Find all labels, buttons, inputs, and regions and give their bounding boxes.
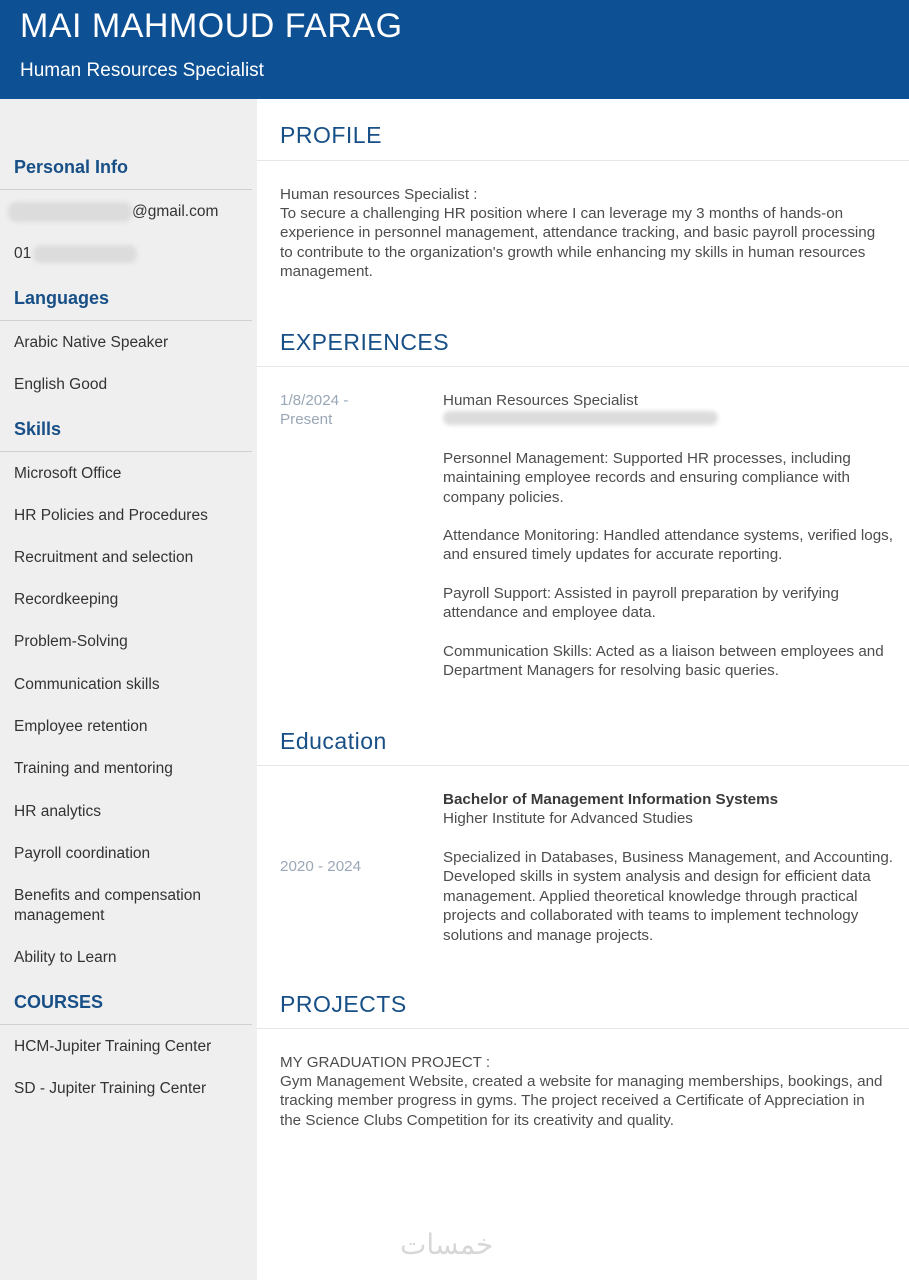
course-item: SD - Jupiter Training Center <box>14 1080 207 1097</box>
projects-heading: PROJECTS <box>280 991 407 1017</box>
experience-point: Attendance Monitoring: Handled attendance systems, verified logs, and ensured timely updates for accurate reporting. <box>443 527 893 564</box>
skill-item: Ability to Learn <box>14 949 117 966</box>
skill-item: Benefits and compensation management <box>14 887 201 924</box>
divider <box>0 451 252 452</box>
course-item: HCM-Jupiter Training Center <box>14 1038 212 1055</box>
skill-item: Training and mentoring <box>14 760 173 777</box>
skill-item: Microsoft Office <box>14 465 122 482</box>
redacted-blur <box>33 245 137 263</box>
skill-item: Employee retention <box>14 718 148 735</box>
skill-item: Communication skills <box>14 676 160 693</box>
skills-heading: Skills <box>14 419 62 439</box>
education-degree: Bachelor of Management Information Systems <box>443 791 779 808</box>
candidate-title: Human Resources Specialist <box>20 60 264 81</box>
projects-body: Gym Management Website, created a website for managing memberships, bookings, and tracking member progress in gyms. The project received a Certificate of Appreciation in the Science Clubs Competition for its creativity and quality. <box>280 1073 883 1129</box>
phone-field <box>14 244 249 264</box>
education-institute: Higher Institute for Advanced Studies <box>443 810 693 827</box>
sidebar <box>0 99 257 1280</box>
profile-body: To secure a challenging HR position where I can leverage my 3 months of hands-on experience in personnel management, attendance tracking, and basic payroll processing to contribute to the organization's growth while enhancing my skills in human resources management. <box>280 205 876 281</box>
divider <box>257 366 909 367</box>
education-description: Specialized in Databases, Business Management, and Accounting. Developed skills in system analysis and design for efficient data management. Applied theoretical knowledge through practical projects and collaborated with teams to implement technology solutions and manage projects. <box>443 849 893 944</box>
skill-item: HR Policies and Procedures <box>14 507 208 524</box>
language-item: English Good <box>14 376 108 393</box>
experiences-heading: EXPERIENCES <box>280 329 450 355</box>
divider <box>257 160 909 161</box>
divider <box>257 765 909 766</box>
divider <box>0 1024 252 1025</box>
redacted-blur <box>443 411 718 425</box>
education-date: 2020 - 2024 <box>280 858 362 875</box>
resume-header <box>0 0 909 99</box>
skill-item: Recruitment and selection <box>14 549 194 566</box>
experience-point: Personnel Management: Supported HR processes, including maintaining employee records and ensuring compliance with company policies. <box>443 450 851 506</box>
divider <box>257 1028 909 1029</box>
divider <box>0 189 252 190</box>
language-item: Arabic Native Speaker <box>14 334 169 351</box>
experience-point: Communication Skills: Acted as a liaison between employees and Department Managers for resolving basic queries. <box>443 643 884 680</box>
divider <box>0 320 252 321</box>
projects-lead: MY GRADUATION PROJECT : <box>280 1054 491 1071</box>
main-content <box>257 99 909 1280</box>
phone-prefix: 01 <box>14 245 32 262</box>
personal-info-heading: Personal Info <box>14 157 129 177</box>
profile-heading: PROFILE <box>280 122 382 148</box>
email-suffix: @gmail.com <box>132 203 219 221</box>
profile-lead: Human resources Specialist : <box>280 186 478 203</box>
experience-point: Payroll Support: Assisted in payroll preparation by verifying attendance and employee data. <box>443 585 839 622</box>
email-field <box>8 202 243 222</box>
skill-item: Recordkeeping <box>14 591 119 608</box>
courses-heading: COURSES <box>14 992 104 1012</box>
skill-item: HR analytics <box>14 803 101 820</box>
education-heading: Education <box>280 728 387 754</box>
watermark-logo: خمسات <box>400 1228 494 1261</box>
skill-item: Problem-Solving <box>14 633 128 650</box>
experience-role: Human Resources Specialist <box>443 392 638 409</box>
skill-item: Payroll coordination <box>14 845 151 862</box>
redacted-blur <box>8 202 132 222</box>
languages-heading: Languages <box>14 288 110 308</box>
experience-date: 1/8/2024 - Present <box>280 392 349 429</box>
candidate-name: MAI MAHMOUD FARAG <box>20 7 403 45</box>
